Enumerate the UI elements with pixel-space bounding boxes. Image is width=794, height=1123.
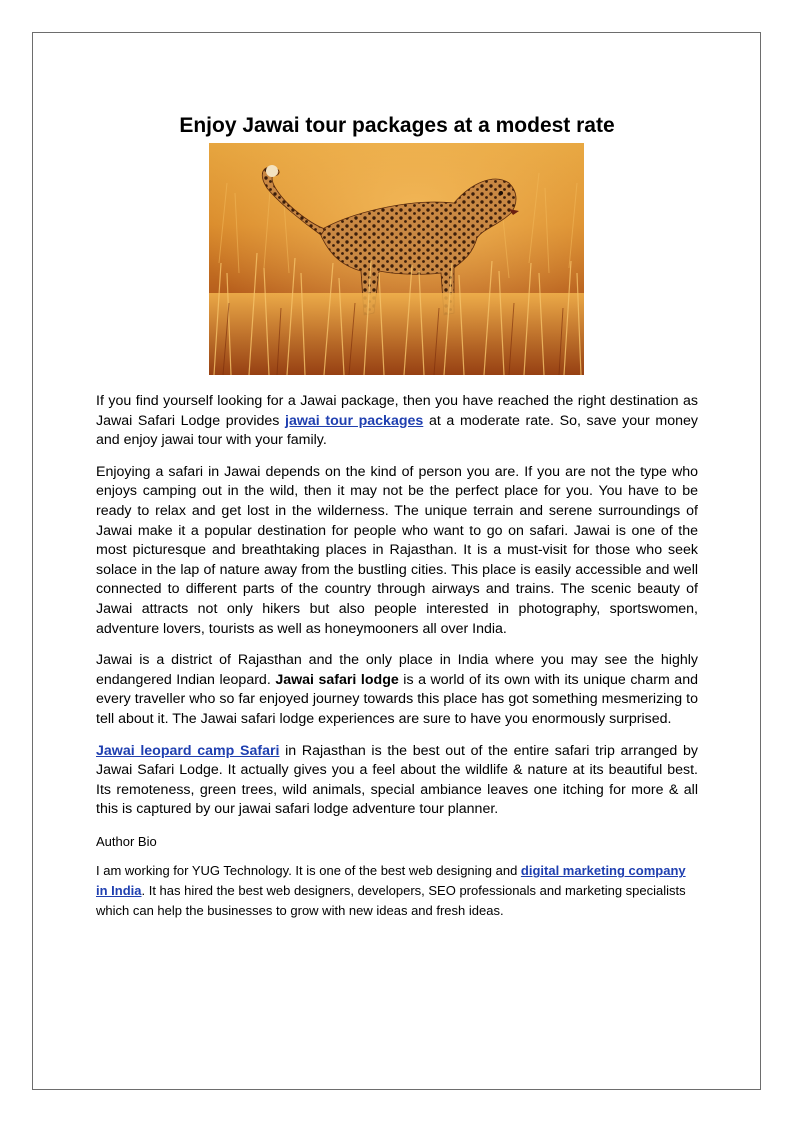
page-title: Enjoy Jawai tour packages at a modest rate — [179, 114, 615, 138]
author-bio-heading: Author Bio — [96, 833, 157, 849]
paragraph-intro-text-2: at a moderate rate. So, save your money and enjoy jawai tour with your family. — [96, 412, 699, 449]
leopard-photo — [209, 143, 584, 375]
paragraph-district-text-2: is a world of its own with its unique charm and every traveller who so far enjoyed journey towards this place has got something mesmerizing to tell about it. The Jawai safari lodge experiences are sure to have you enormously surprised. — [96, 671, 698, 727]
digital-marketing-company-link[interactable]: digital marketing company in India — [96, 863, 686, 899]
article-body — [96, 392, 698, 933]
jawai-safari-lodge-bold: Jawai safari lodge — [275, 671, 399, 688]
author-bio-text-2: . It has hired the best web designers, developers, SEO professionals and marketing specialists which can help the businesses to grow with new ideas and fresh ideas. — [96, 883, 686, 919]
leopard-image-drawing — [209, 143, 584, 375]
paragraph-camp — [96, 742, 698, 820]
paragraph-district — [96, 651, 698, 729]
paragraph-intro — [96, 392, 698, 451]
jawai-leopard-camp-safari-link[interactable]: Jawai leopard camp Safari — [96, 742, 280, 759]
jawai-tour-packages-link[interactable]: jawai tour packages — [285, 412, 424, 429]
paragraph-district-text-1: Jawai is a district of Rajasthan and the only place in India where you may see the highly endangered Indian leopard. — [96, 652, 698, 688]
author-bio-text-1: I am working for YUG Technology. It is one of the best web designing and — [96, 863, 521, 879]
paragraph-intro-text-1: If you find yourself looking for a Jawai package, then you have reached the right destination as Jawai Safari Lodge provides — [96, 393, 698, 429]
author-bio-text — [96, 861, 698, 921]
paragraph-safari: Enjoying a safari in Jawai depends on the kind of person you are. If you are not the type who enjoys camping out in the wild, then it may not be the perfect place for you. You have to be ready to relax and get lost in the wilderness. The unique terrain and serene surroundings of Jawai make it a popular destination for people who want to go on safari. Jawai is one of the most picturesque and breathtaking places in Rajasthan. It is a must-visit for those who seek solace in the lap of nature away from the bustling cities. This place is easily accessible and well connected to different parts of the country through airways and trains. The scenic beauty of Jawai attracts not only hikers but also people interested in photography, sportswomen, adventure lovers, tourists as well as honeymooners all over India. — [96, 463, 698, 637]
paragraph-camp-text: in Rajasthan is the best out of the entire safari trip arranged by Jawai Safari Lodge. It actually gives you a feel about the wildlife & nature at its beautiful best. Its remoteness, green trees, wild animals, special ambiance leaves one itching for more & all this is captured by our jawai safari lodge adventure tour planner. — [96, 742, 698, 818]
